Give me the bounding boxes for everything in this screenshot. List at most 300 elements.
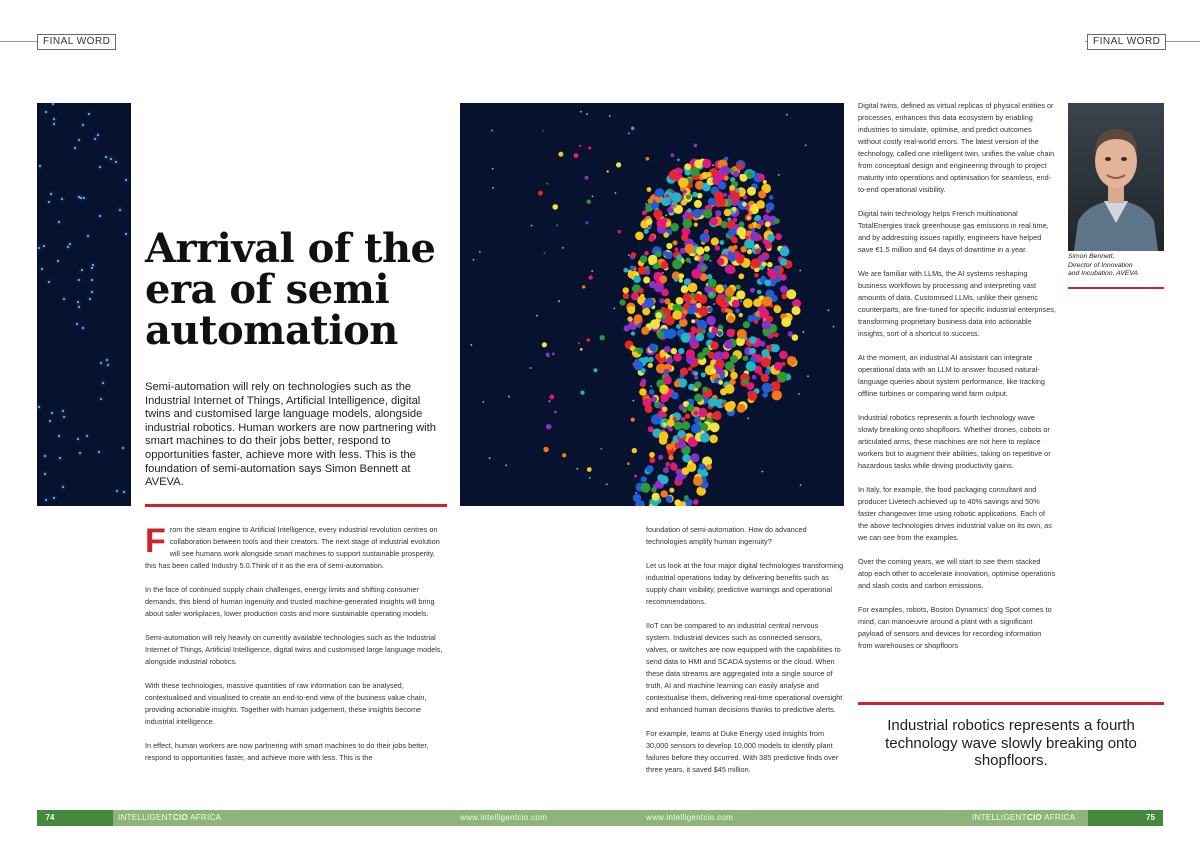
face-dot	[750, 232, 760, 242]
face-dot	[644, 229, 649, 234]
star-dot	[505, 464, 507, 466]
star-dot	[586, 113, 588, 115]
face-dot	[670, 223, 679, 232]
face-dot	[750, 288, 755, 293]
face-dot	[637, 324, 641, 328]
face-dot	[682, 421, 691, 430]
face-dot	[648, 255, 657, 264]
caption-line: and Incubation, AVEVA	[1068, 270, 1139, 278]
face-dot	[747, 249, 752, 254]
star-dot	[99, 166, 101, 168]
face-dot	[694, 376, 698, 380]
body-column-2	[646, 524, 844, 788]
star-dot	[49, 420, 51, 422]
face-dot	[660, 475, 669, 484]
star-dot	[662, 272, 664, 274]
face-dot	[552, 204, 558, 210]
face-dot	[683, 303, 690, 310]
face-dot	[688, 367, 692, 371]
face-dot	[708, 352, 715, 359]
face-dot	[764, 280, 771, 287]
face-dot	[725, 402, 735, 412]
face-dot	[620, 299, 626, 305]
star-dot	[62, 486, 64, 488]
face-dot	[691, 319, 695, 323]
star-dot	[492, 187, 494, 189]
star-dot	[69, 243, 71, 245]
face-dot	[655, 188, 664, 197]
star-dot	[562, 247, 564, 249]
face-dot	[685, 413, 690, 418]
face-dot	[770, 274, 777, 281]
face-dot	[692, 192, 698, 198]
star-dot	[800, 484, 802, 486]
face-dot	[546, 353, 550, 357]
face-dot	[646, 219, 652, 225]
face-dot	[661, 398, 666, 403]
face-dot	[720, 166, 730, 176]
face-dot	[780, 247, 790, 257]
star-dot	[122, 447, 124, 449]
body-paragraph: IIoT can be compared to an industrial central nervous system. Industrial devices such as connected sensors, valves, or switches are now equipped with the capabilities to send data to HMI and SCADA systems or the cloud. When these data streams are aggregated into a single source of truth, AI and machine learning can easily analyse and contextualise them, delivering real-time operational oversight and enhanced human decisions thanks to predictive alerts.	[646, 621, 843, 714]
star-dot	[50, 193, 52, 195]
face-dot	[624, 325, 630, 331]
face-dot	[684, 163, 691, 170]
star-dot	[57, 260, 59, 262]
face-dot	[769, 195, 774, 200]
star-dot	[580, 111, 582, 113]
star-dot	[508, 396, 510, 398]
face-dot	[666, 357, 673, 364]
face-dot	[556, 224, 558, 226]
face-dot	[694, 200, 702, 208]
face-dot	[756, 200, 765, 209]
face-dot	[675, 475, 683, 483]
face-dot	[732, 237, 738, 243]
star-dot	[98, 451, 100, 453]
face-dot	[659, 437, 667, 445]
face-dot	[755, 248, 761, 254]
face-dot	[792, 306, 801, 315]
face-dot	[660, 354, 664, 358]
face-dot	[710, 422, 720, 432]
face-dot	[772, 390, 782, 400]
face-dot	[638, 266, 647, 275]
face-dot	[725, 384, 735, 394]
face-dot	[627, 306, 635, 314]
face-dot	[737, 227, 747, 237]
star-dot	[100, 398, 102, 400]
face-dot	[589, 275, 593, 279]
star-dot	[479, 251, 481, 253]
face-dot	[645, 266, 649, 270]
face-dot	[696, 303, 701, 308]
face-dot	[740, 174, 748, 182]
face-dot	[651, 487, 656, 492]
star-dot	[89, 298, 91, 300]
face-dot	[774, 333, 779, 338]
face-dot	[663, 376, 672, 385]
face-dot	[671, 348, 677, 354]
face-dot	[641, 379, 647, 385]
face-dot	[777, 372, 787, 382]
face-dot	[711, 327, 718, 334]
star-dot	[44, 473, 46, 475]
star-dot	[489, 457, 491, 459]
star-dot	[58, 435, 60, 437]
face-dot	[729, 185, 735, 191]
standfirst-rule	[145, 504, 447, 507]
star-dot	[591, 270, 593, 272]
caption-line: Director of Innovation	[1068, 261, 1133, 269]
face-dot	[694, 371, 699, 376]
star-dot	[53, 118, 55, 120]
body-paragraph: Digital twins, defined as virtual replicas of physical entities or processes, enhances this data ecosystem by enabling industries to simulate, optimise, and predict outcomes without costly real-world errors. The latest version of the technology, called one intelligent twin, unifies the value chain from conceptual design and engineering through to project maturity into operations and optimisation for seamless, end-to-end operational visibility.	[858, 101, 1055, 194]
face-dot	[708, 398, 717, 407]
face-dot	[649, 344, 657, 352]
section-tag-right: FINAL WORD	[1087, 34, 1166, 50]
face-dot	[673, 353, 681, 361]
brand-bold: CIO	[172, 813, 188, 822]
star-dot	[799, 270, 801, 272]
footer-url-left[interactable]: www.intelligentcio.com	[460, 813, 548, 822]
face-dot	[743, 298, 753, 308]
face-dot	[787, 356, 797, 366]
face-dot	[752, 375, 757, 380]
face-dot	[696, 333, 704, 341]
star-dot	[833, 326, 835, 328]
face-dot	[717, 258, 724, 265]
face-dot	[774, 305, 782, 313]
face-dot	[691, 424, 701, 434]
star-dot	[613, 308, 615, 310]
face-dot	[754, 320, 759, 325]
face-dot	[587, 200, 591, 204]
star-dot	[102, 382, 104, 384]
face-dot	[702, 387, 707, 392]
face-dot	[691, 167, 700, 176]
star-dot	[82, 327, 84, 329]
face-dot	[706, 172, 711, 177]
face-dot	[627, 316, 632, 321]
face-dot	[759, 309, 769, 319]
face-dot	[660, 490, 667, 497]
face-dot	[631, 418, 635, 422]
face-dot	[623, 287, 629, 293]
star-dot	[628, 254, 630, 256]
face-dot	[698, 408, 707, 417]
star-dot	[747, 417, 749, 419]
face-dot	[641, 483, 651, 493]
face-dot	[558, 300, 560, 302]
star-dot	[482, 401, 484, 403]
body-column-3-top	[858, 100, 1056, 664]
face-dot	[657, 332, 664, 339]
face-dot	[681, 234, 688, 241]
face-dot	[765, 221, 771, 227]
face-dot	[661, 197, 670, 206]
face-dot	[786, 289, 796, 299]
face-dot	[664, 346, 671, 353]
face-dot	[772, 344, 780, 352]
star-dot	[63, 298, 65, 300]
face-dot	[627, 462, 630, 465]
face-dot	[646, 157, 650, 161]
face-dot	[642, 303, 648, 309]
star-dot	[94, 138, 96, 140]
face-dot	[667, 329, 677, 339]
face-dot	[754, 273, 759, 278]
face-dot	[631, 331, 635, 335]
face-dot	[748, 316, 754, 322]
face-dot	[663, 467, 669, 473]
face-dot	[558, 152, 563, 157]
body-paragraph: For example, teams at Duke Energy used insights from 30,000 sensors to develop 10,000 models to identify plant failures before they occurred. With 385 predictive finds over three years, it saved $45 million.	[646, 729, 839, 774]
face-dot	[585, 176, 589, 180]
star-dot	[45, 499, 47, 501]
face-dot	[683, 222, 687, 226]
face-dot	[659, 275, 667, 283]
face-dot	[672, 310, 682, 320]
face-dot	[678, 178, 688, 188]
star-dot	[665, 215, 667, 217]
face-dot	[670, 463, 678, 471]
pull-quote: Industrial robotics represents a fourth technology wave slowly breaking onto shopfloors.	[885, 717, 1137, 769]
face-dot	[715, 359, 724, 368]
face-dot	[730, 372, 738, 380]
face-dot	[730, 379, 736, 385]
face-dot	[746, 361, 756, 371]
face-dot	[664, 369, 670, 375]
star-dot	[609, 115, 611, 117]
face-dot	[746, 171, 753, 178]
face-dot	[607, 170, 609, 172]
author-caption	[1068, 253, 1168, 279]
star-dot	[59, 457, 61, 459]
star-dot	[106, 359, 108, 361]
face-dot	[635, 232, 644, 241]
body-paragraph: Semi-automation will rely heavily on currently available technologies such as the Industrial Internet of Things, Artificial Intelligence, digital twins and customised large language models, alongside industrial robotics.	[145, 633, 443, 666]
face-dot	[676, 297, 684, 305]
face-dot	[665, 462, 670, 467]
star-dot	[91, 267, 93, 269]
star-dot	[45, 111, 47, 113]
face-dot	[648, 364, 652, 368]
pullquote-rule	[858, 702, 1164, 705]
star-dot	[115, 161, 117, 163]
star-dot	[38, 247, 40, 249]
star-dot	[470, 344, 472, 346]
face-dot	[716, 197, 726, 207]
face-dot	[733, 171, 739, 177]
star-dot	[38, 406, 40, 408]
page-number-right: 75	[1138, 810, 1163, 826]
star-dot	[52, 103, 54, 105]
face-dot	[674, 381, 681, 388]
face-dot	[780, 274, 787, 281]
star-dot	[86, 435, 88, 437]
face-dot	[775, 233, 782, 240]
face-dot	[652, 493, 660, 501]
face-dot	[546, 183, 548, 185]
face-dot	[681, 417, 686, 422]
lead-text: rom the steam engine to Artificial Intelligence, every industrial revolution centres on collaboration between tools and their creators. The next stage of industrial evolution will see humans work alongside smart machines to support sustainable prosperity, this has been called Industry 5.0.Think of it as the era of semi-automation.	[145, 525, 440, 570]
face-dot	[715, 210, 721, 216]
face-dot	[780, 285, 788, 293]
face-dot	[748, 391, 758, 401]
face-dot	[733, 245, 738, 250]
star-dot	[576, 468, 578, 470]
face-dot	[726, 220, 735, 229]
star-dot	[491, 130, 493, 132]
face-dot	[681, 199, 687, 205]
face-dot	[688, 384, 695, 391]
face-dot	[788, 331, 793, 336]
star-dot	[802, 331, 804, 333]
face-dot	[703, 209, 712, 218]
face-dot	[766, 202, 775, 211]
face-dot	[700, 233, 710, 243]
star-dot	[77, 301, 79, 303]
face-dot	[780, 258, 788, 266]
face-dot	[762, 296, 772, 306]
face-dot	[765, 369, 771, 375]
face-dot	[709, 292, 714, 297]
star-dot	[67, 246, 69, 248]
face-dot	[732, 207, 737, 212]
star-dot	[48, 281, 50, 283]
star-dot	[92, 264, 94, 266]
face-dot	[667, 419, 675, 427]
face-dot	[600, 335, 605, 340]
body-paragraph: Industrial robotics represents a fourth technology wave slowly breaking onto shopfloors. Whether drones, cobots or articulated arms, these machines are not here to replace workers but to augment their abilities, taking on repetitive or hazardous tasks while driving productivity gains.	[858, 413, 1051, 470]
face-dot	[712, 411, 721, 420]
face-dot	[668, 455, 673, 460]
face-dot	[761, 349, 769, 357]
face-dot	[743, 321, 750, 328]
face-dot	[632, 448, 637, 453]
face-dot	[757, 290, 762, 295]
face-dot	[642, 210, 647, 215]
drop-cap: F	[145, 522, 166, 560]
star-dot	[530, 367, 532, 369]
star-dot	[39, 165, 41, 167]
star-dot	[650, 385, 652, 387]
face-dot	[640, 255, 648, 263]
face-dot	[779, 351, 788, 360]
face-dot	[753, 299, 761, 307]
face-dot	[678, 441, 686, 449]
face-dot	[693, 209, 702, 218]
face-dot	[538, 191, 543, 196]
star-dot	[77, 438, 79, 440]
star-dot	[58, 221, 60, 223]
star-dot	[97, 134, 99, 136]
star-dot	[531, 225, 533, 227]
star-dot	[713, 303, 715, 305]
face-dot	[684, 495, 689, 500]
face-dot	[580, 348, 583, 351]
face-dot	[663, 422, 667, 426]
face-dot	[644, 251, 649, 256]
face-dot	[648, 426, 654, 432]
body-paragraph: Over the coming years, we will start to see them stacked atop each other to accelerate innovation, optimise operations and slash costs and carbon emissions.	[858, 557, 1056, 590]
face-dot	[725, 308, 730, 313]
face-dot	[703, 471, 708, 476]
face-dot	[738, 273, 744, 279]
face-dot	[663, 232, 669, 238]
face-dot	[761, 374, 770, 383]
face-dot	[628, 271, 635, 278]
face-dot	[770, 381, 780, 391]
face-dot	[760, 341, 766, 347]
face-dot	[678, 348, 684, 354]
star-dot	[116, 490, 118, 492]
face-dot	[587, 338, 591, 342]
face-dot	[631, 127, 634, 130]
body-paragraph: At the moment, an industrial AI assistant can integrate operational data with an LLM to answer focused natural-language queries about system performance, like tracking offline turbines or comparing wind farm output.	[858, 353, 1045, 398]
face-dot	[763, 254, 769, 260]
face-dot	[683, 190, 687, 194]
star-dot	[798, 393, 800, 395]
face-dot	[743, 355, 749, 361]
face-dot	[661, 261, 669, 269]
face-dot	[706, 464, 712, 470]
face-dot	[761, 276, 766, 281]
body-paragraph	[145, 524, 447, 572]
face-dot	[639, 388, 647, 396]
face-dot	[727, 265, 736, 274]
body-paragraph: foundation of semi-automation. How do advanced technologies amplify human ingenuity?	[646, 525, 807, 546]
face-dot	[649, 234, 655, 240]
face-dot	[781, 317, 791, 327]
face-dot	[600, 448, 602, 450]
face-dot	[554, 411, 557, 414]
footer-brand-left	[118, 810, 221, 826]
face-dot	[747, 187, 756, 196]
face-dot	[580, 391, 584, 395]
face-dot	[562, 453, 566, 457]
star-dot	[83, 197, 85, 199]
star-dot	[632, 400, 634, 402]
footer-url-right[interactable]: www.intelligentcio.com	[646, 813, 734, 822]
star-dot	[63, 416, 65, 418]
face-dot	[705, 238, 709, 242]
face-dot	[549, 395, 554, 400]
star-dot	[48, 201, 50, 203]
face-dot	[737, 329, 747, 339]
star-dot	[807, 375, 809, 377]
face-dot	[747, 215, 752, 220]
author-photo	[1068, 103, 1164, 251]
face-dot	[665, 252, 673, 260]
face-dot	[739, 313, 743, 317]
face-dot	[684, 279, 691, 286]
face-dot	[647, 187, 652, 192]
face-dot	[699, 463, 706, 470]
face-dot	[674, 277, 678, 281]
face-dot	[587, 467, 592, 472]
face-dot	[634, 359, 640, 365]
face-dot	[649, 457, 655, 463]
face-dot	[725, 287, 735, 297]
face-dot	[546, 424, 552, 430]
face-dot	[588, 146, 591, 149]
face-dot	[758, 191, 766, 199]
face-dot	[731, 192, 740, 201]
star-dot	[80, 197, 82, 199]
face-dot	[701, 265, 707, 271]
